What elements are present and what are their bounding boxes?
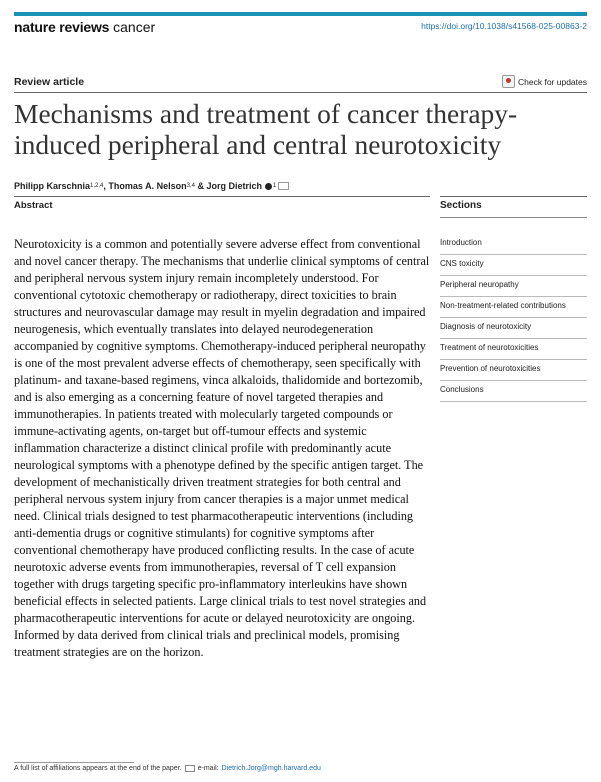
journal-name[interactable] [14, 19, 155, 35]
footer-note [14, 765, 321, 772]
author-affiliation: 3,4 [186, 183, 195, 189]
crossmark-icon [502, 75, 515, 88]
author-name[interactable]: Philipp Karschnia [14, 181, 91, 191]
sections-nav [440, 200, 587, 402]
doi-link[interactable]: https://doi.org/10.1038/s41568-025-00863-2 [421, 21, 587, 31]
email-icon[interactable] [278, 182, 289, 190]
section-link-conclusions[interactable]: Conclusions [440, 381, 587, 402]
journal-name-bold: nature reviews [14, 19, 110, 35]
envelope-icon [185, 765, 195, 772]
section-link-introduction[interactable]: Introduction [440, 234, 587, 255]
abstract-heading: Abstract [14, 200, 53, 211]
footer-divider [14, 762, 134, 763]
journal-accent-bar [14, 12, 587, 16]
email-label: e-mail: [197, 765, 219, 772]
affiliations-note: A full list of affiliations appears at the end of the paper. [14, 765, 182, 772]
author-name[interactable]: Thomas A. Nelson [108, 181, 187, 191]
section-link-diagnosis[interactable]: Diagnosis of neurotoxicity [440, 318, 587, 339]
author-affiliation: 1 [272, 183, 277, 189]
check-for-updates-button[interactable] [502, 75, 587, 88]
journal-name-light: cancer [113, 19, 156, 35]
orcid-icon[interactable] [265, 183, 272, 190]
article-title: Mechanisms and treatment of cancer therapy-induced peripheral and central neurotoxicity [14, 98, 518, 160]
section-link-non-treatment-related[interactable]: Non-treatment-related contributions [440, 297, 587, 318]
author-name[interactable]: Jorg Dietrich [206, 181, 262, 191]
sections-title: Sections [440, 200, 587, 218]
sections-divider [440, 196, 587, 197]
check-for-updates-label: Check for updates [518, 76, 587, 87]
author-affiliation: 1,2,4 [90, 183, 104, 189]
corresponding-email-link[interactable]: Dietrich.Jorg@mgh.harvard.edu [221, 765, 321, 772]
section-link-prevention[interactable]: Prevention of neurotoxicities [440, 360, 587, 381]
author-list [14, 181, 289, 191]
header-divider [14, 92, 587, 93]
author-separator: & [194, 181, 207, 191]
abstract-text: Neurotoxicity is a common and potentially severe adverse effect from conventional and novel cancer therapy. The mechanisms that underlie clinical symptoms of central and peripheral nervous system injury remain incompletely understood. For conventional cytotoxic chemotherapy or radiotherapy, direct toxicities to brain structures and neurovascular damage may result in myelin degradation and impaired neurogenesis, which eventually translates into delayed neurodegeneration accompanied by cognitive symptoms. Chemotherapy-induced peripheral neuropathy is one of the most prevalent adverse effects of chemotherapy, seen specifically with platinum- and taxane-based regimens, vinca alkaloids, thalidomide and bortezomib, and is also emerging as a concerning feature of novel targeted therapies and immunotherapies. In patients treated with molecularly targeted compounds or immune-activating agents, on-target but off-tumour effects and systemic inflammation characterize a distinct clinical profile with predominantly acute neurological symptoms with a phenotype defined by the specific antigen target. The development of mechanistically driven treatment strategies for both central and peripheral nervous system injury from cancer therapies is a major unmet medical need. Clinical trials designed to test pharmacotherapeutic interventions (including anti-dementia drugs or cognitive stimulants) for cognitive symptoms after conventional chemotherapy have produced conflicting results. In the case of acute neurotoxic adverse events from immunotherapies, reversal of T cell expansion together with drugs targeting specific pro-inflammatory interleukins have shown beneficial effects in selected patients. Large clinical trials to test novel strategies and pharmacotherapeutic interventions for acute or delayed neurotoxicity are ongoing. Informed by data derived from clinical trials and preclinical models, promising treatment strategies are on the horizon. [14, 237, 430, 659]
author-separator: , [103, 181, 109, 191]
section-link-treatment[interactable]: Treatment of neurotoxicities [440, 339, 587, 360]
abstract-divider [14, 196, 430, 197]
section-link-cns-toxicity[interactable]: CNS toxicity [440, 255, 587, 276]
article-type: Review article [14, 76, 85, 88]
section-link-peripheral-neuropathy[interactable]: Peripheral neuropathy [440, 276, 587, 297]
